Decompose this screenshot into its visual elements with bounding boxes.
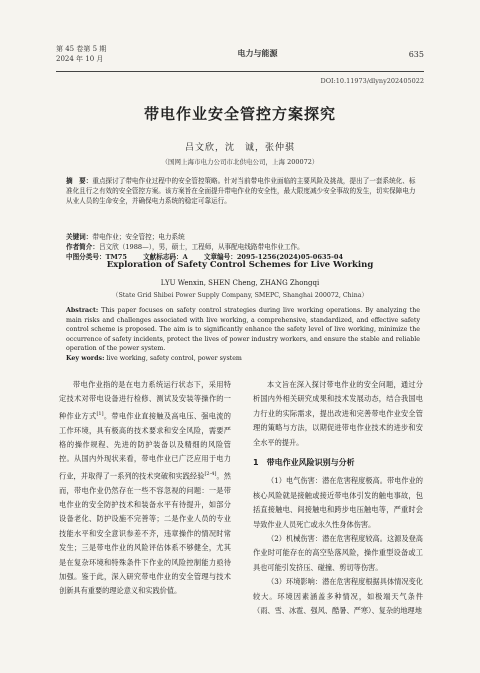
- author-bio-text: 吕文欣（1988—），男，硕士，工程师，从事配电线路带电作业工作。: [98, 243, 304, 251]
- citation-1[interactable]: [1]: [96, 410, 104, 417]
- intro-paragraph: [59, 378, 231, 599]
- author-list: 吕文欣，沈 诚，张仲骐: [184, 143, 295, 153]
- clc-value: TM75: [105, 253, 127, 261]
- risk-environmental: （3）环境影响：潜在危害程度根据具体情况变化较大。环境因素涵盖多种情况，如极端天气条件（雨、雪、冰雹、强风、酷暑、严寒）、复杂的地理地: [253, 577, 423, 616]
- risk-electrical: （1）电气伤害：潜在危害程度极高。带电作业的核心风险就是接触或接近带电体引发的触电事故，包括直接触电、间接触电和跨步电压触电等，严重时会导致作业人员死亡或永久性身体伤害。: [253, 476, 423, 529]
- section-heading-1: 1 带电作业风险识别与分析: [253, 458, 355, 468]
- intro-text-1: 带电作业指的是在电力系统运行状态下，采用特定技术对带电设备进行检修、测试及安装等操作的一种作业方式: [59, 380, 231, 421]
- aim-paragraph: 本文旨在深入探讨带电作业的安全问题，通过分析国内外相关研究成果和技术发展动态，结合我国电力行业的实际需求，提出改进和完善带电作业安全管理的策略与方法，以期促进带电作业技术的进步和安全水平的提升。: [253, 380, 423, 447]
- body-column-left: [59, 378, 231, 599]
- keywords-cn-label: 关键词：: [66, 233, 93, 241]
- running-header: [56, 44, 424, 64]
- header-rule: [56, 71, 424, 72]
- abstract-cn: [66, 176, 420, 207]
- clc-label: 中图分类号：: [66, 253, 106, 261]
- english-affiliation: （State Grid Shibei Power Supply Company, SMEPC, Shanghai 200072, China）: [112, 292, 368, 299]
- article-title: 带电作业安全管控方案探究: [143, 105, 336, 123]
- abstract-en: [66, 306, 420, 364]
- keywords-cn-text: 带电作业；安全管控；电力系统: [92, 233, 185, 241]
- keywords-en-label: Key words:: [66, 354, 105, 362]
- article-id-value: 2095-1256(2024)05-0635-04: [236, 253, 344, 261]
- author-bio-label: 作者简介：: [66, 243, 99, 251]
- doc-code-label: 文献标志码：: [143, 253, 183, 261]
- english-authors: LYU Wenxin, SHEN Cheng, ZHANG Zhongqi: [160, 279, 320, 287]
- risk-mechanical: （2）机械伤害：潜在危害程度较高。这源及登高作业时可能存在的高空坠落风险，操作重型设备或工具也可能引发挤压、碰撞、剪切等伤害。: [253, 534, 423, 572]
- journal-name: 电力与能源: [237, 49, 278, 58]
- doc-code-value: A: [182, 253, 188, 261]
- article-id-label: 文章编号：: [203, 253, 237, 261]
- intro-text-2: 。带电作业直接触及高电压、强电流的工作环境，具有极高的技术要求和安全风险，需要严格的操作规程、先进的防护装备以及精细的风险管控。从国内外现状来看，带电作业已广泛应用于电力行业，并取得了一系列的技术突破和实践经验: [59, 411, 231, 481]
- doi[interactable]: DOI:10.11973/dlyny202405022: [320, 77, 424, 85]
- affiliation: （国网上海市电力公司市北供电公司，上海 200072）: [161, 158, 319, 166]
- body-column-right: [253, 378, 423, 619]
- citation-2[interactable]: [2-4]: [204, 470, 217, 477]
- keywords-cn: [66, 232, 420, 242]
- page-number: 635: [408, 50, 424, 59]
- abstract-en-label: Abstract:: [66, 307, 99, 314]
- intro-text-3: 。然而，带电作业仍然存在一些不容忽视的问题：一是带电作业的安全防护技术和装备水平有待提升，如部分设备老化、防护设施不完善等；二是作业人员的专业技能水平和安全意识参差不齐，违章操作的情况时常发生；三是带电作业的风险评估体系不够健全，尤其是在复杂环境和特殊条件下作业的风险控制能力亟待加强。鉴于此，深入研究带电作业的安全管理与技术创新具有重要的理论意义和实践价值。: [59, 471, 231, 596]
- keywords-en-text: live working, safety control, power system: [106, 354, 242, 362]
- abstract-en-text: This paper focuses on safety control strategies during live working operations. By analyzing the main risks and challenges associated with live working, a comprehensive, standardized, and effective safety control scheme is proposed. The aim is to significantly enhance the safety level of live working, minimize the occurrence of safety incidents, protect the lives of power industry workers, and ensure the stable and reliable operation of the power system.: [66, 307, 420, 353]
- abstract-cn-text: 重点探讨了带电作业过程中的安全管控策略。针对当前带电作业面临的主要风险及挑战，提出了一套系统化、标准化且行之有效的安全管控方案。该方案旨在全面提升带电作业的安全性，最大限度减少安全事故的发生，切实保障电力从业人员的生命安全，并确保电力系统的稳定可靠运行。: [66, 177, 416, 206]
- abstract-cn-label: 摘 要：: [66, 177, 93, 185]
- english-title: Exploration of Safety Control Schemes for Live Working: [106, 260, 374, 270]
- author-bio: [66, 242, 420, 252]
- article-meta: [66, 232, 420, 262]
- volume-issue: 第 45 卷第 5 期: [56, 45, 107, 53]
- issue-date: 2024 年 10 月: [56, 55, 104, 63]
